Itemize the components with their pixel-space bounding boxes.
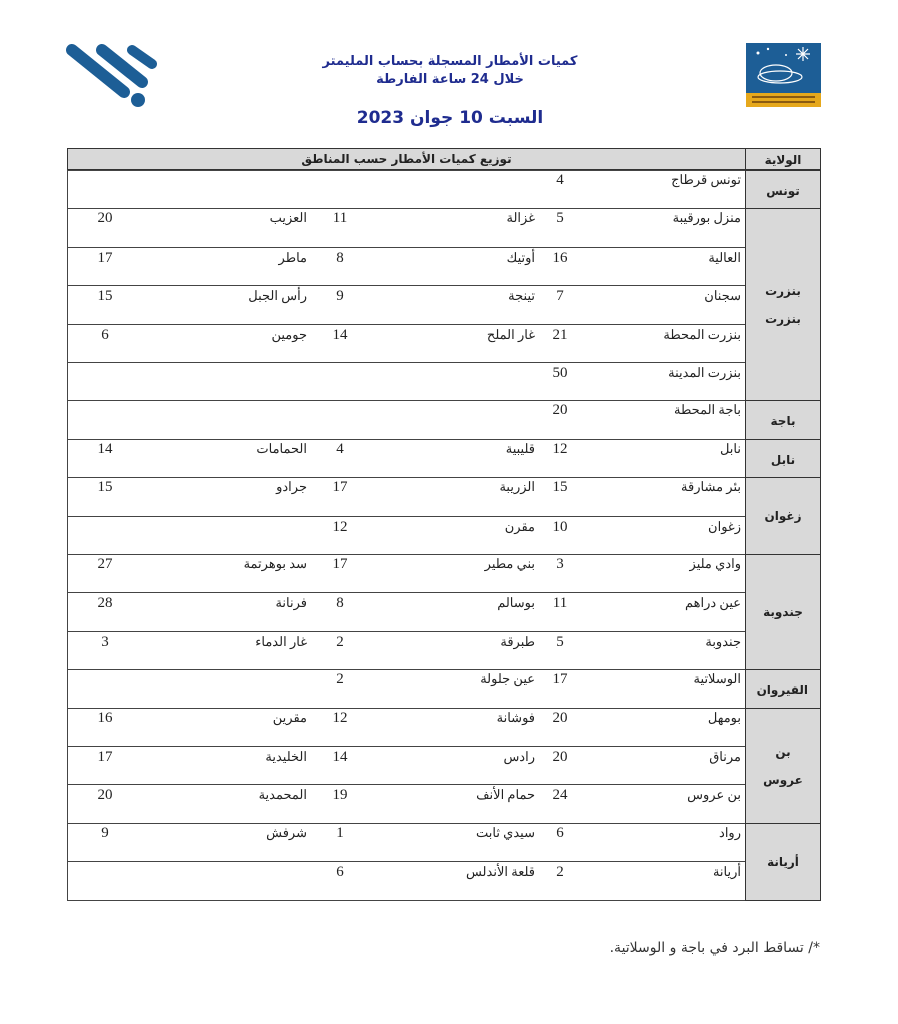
governorate-cell bbox=[745, 439, 821, 478]
rainfall-value: 20 bbox=[552, 402, 568, 419]
table-row bbox=[67, 477, 745, 515]
station-name: جومين bbox=[271, 326, 307, 342]
station-name: المحمدية bbox=[258, 787, 307, 803]
footnote: */ تساقط البرد في باجة و الوسلاتية. bbox=[609, 940, 820, 956]
rainfall-value: 6 bbox=[556, 824, 564, 841]
station-name: الوسلاتية bbox=[693, 671, 741, 687]
governorate-cell bbox=[745, 170, 821, 209]
governorate-name: بنزرت بنزرت bbox=[765, 283, 801, 326]
rainfall-value: 14 bbox=[332, 749, 348, 765]
report-title: كميات الأمطار المسجلة بحساب المليمتر bbox=[322, 54, 578, 69]
station-name: باجة المحطة bbox=[674, 402, 741, 418]
station-name: بني مطير bbox=[484, 556, 535, 571]
table-row bbox=[67, 631, 745, 670]
rainfall-value: 1 bbox=[336, 824, 344, 841]
station-name: غزالة bbox=[506, 210, 535, 226]
governorate-name: زغوان bbox=[764, 509, 802, 524]
rainfall-value: 14 bbox=[332, 326, 348, 343]
station-name: بنزرت المحطة bbox=[663, 326, 741, 342]
rainfall-value: 3 bbox=[556, 556, 564, 572]
station-name: بئر مشارقة bbox=[681, 479, 741, 495]
station-name: جرادو bbox=[276, 479, 307, 495]
governorate-name: القيروان bbox=[756, 683, 808, 698]
rainfall-value: 27 bbox=[97, 556, 113, 572]
station-name: رواد bbox=[719, 824, 741, 840]
station-name: شرفش bbox=[266, 824, 307, 840]
station-name: طبرقة bbox=[500, 633, 535, 649]
station-name: بنزرت المدينة bbox=[668, 365, 741, 380]
report-subtitle: خلال 24 ساعة الفارطة bbox=[376, 72, 524, 87]
governorate-cell bbox=[745, 669, 821, 708]
station-name: مقرين bbox=[272, 709, 307, 725]
rainfall-value: 5 bbox=[556, 210, 564, 227]
station-name: وادي مليز bbox=[689, 556, 741, 571]
station-name: أوتيك bbox=[506, 249, 535, 265]
stripes-logo-icon bbox=[66, 42, 162, 108]
station-name: الزريبة bbox=[499, 479, 535, 495]
governorate-cell bbox=[745, 554, 821, 670]
station-name: غار الملح bbox=[486, 326, 535, 342]
rainfall-value: 9 bbox=[101, 824, 109, 841]
governorate-name: بن عروس bbox=[763, 744, 803, 787]
rainfall-value: 5 bbox=[556, 633, 564, 650]
governorate-cell bbox=[745, 708, 821, 824]
rainfall-value: 17 bbox=[332, 479, 348, 496]
station-name: جندوبة bbox=[705, 633, 741, 649]
station-name: رأس الجبل bbox=[248, 288, 307, 304]
table-row bbox=[67, 516, 745, 555]
rainfall-value: 11 bbox=[552, 595, 568, 612]
table-row bbox=[67, 285, 745, 324]
table-row bbox=[67, 861, 745, 900]
station-name: عين جلولة bbox=[480, 671, 535, 687]
rainfall-value: 21 bbox=[552, 326, 568, 343]
governorate-name: تونس bbox=[766, 184, 800, 198]
table-row bbox=[67, 208, 745, 246]
station-name: زغوان bbox=[708, 518, 741, 534]
governorate-name: نابل bbox=[770, 452, 796, 467]
station-name: بومهل bbox=[707, 709, 741, 725]
rainfall-value: 50 bbox=[552, 365, 568, 381]
station-name: عين دراهم bbox=[684, 595, 741, 611]
governorate-name: باجة bbox=[770, 414, 796, 429]
station-name: نابل bbox=[719, 440, 741, 456]
rainfall-value: 15 bbox=[97, 479, 113, 496]
station-name: رادس bbox=[503, 749, 535, 764]
station-name: الخليدية bbox=[265, 749, 307, 764]
station-name: بوسالم bbox=[497, 595, 535, 611]
rainfall-value: 10 bbox=[552, 518, 568, 535]
rainfall-value: 9 bbox=[336, 288, 344, 305]
table-row bbox=[67, 554, 745, 592]
rainfall-value: 8 bbox=[336, 595, 344, 612]
table-row bbox=[67, 324, 745, 363]
station-name: تينجة bbox=[508, 288, 535, 304]
rainfall-value: 17 bbox=[97, 749, 113, 765]
rainfall-value: 17 bbox=[332, 556, 348, 572]
table-row bbox=[67, 170, 745, 208]
rainfall-value: 28 bbox=[97, 595, 113, 612]
governorate-cell bbox=[745, 823, 821, 901]
rainfall-value: 6 bbox=[101, 326, 109, 343]
station-name: تونس قرطاج bbox=[671, 172, 741, 187]
table-row bbox=[67, 439, 745, 477]
table-row bbox=[67, 362, 745, 401]
station-name: أريانة bbox=[712, 864, 741, 880]
table-row bbox=[67, 746, 745, 785]
rainfall-value: 11 bbox=[332, 210, 348, 227]
station-name: حمام الأنف bbox=[476, 787, 535, 803]
rainfall-table bbox=[67, 148, 821, 904]
rainfall-value: 19 bbox=[332, 787, 348, 804]
rainfall-value: 20 bbox=[97, 210, 113, 227]
governorate-cell bbox=[745, 477, 821, 555]
station-name: سد بوهرتمة bbox=[243, 556, 307, 571]
rainfall-value: 16 bbox=[97, 709, 113, 726]
column-header-governorate: الولاية bbox=[745, 148, 821, 170]
table-row bbox=[67, 823, 745, 861]
station-name: مقرن bbox=[504, 518, 535, 534]
rainfall-value: 12 bbox=[552, 440, 568, 457]
weather-institute-logo-icon bbox=[746, 43, 821, 107]
table-row bbox=[67, 784, 745, 823]
rainfall-value: 20 bbox=[97, 787, 113, 804]
rainfall-value: 4 bbox=[556, 172, 564, 188]
station-name: بن عروس bbox=[687, 787, 741, 803]
table-row bbox=[67, 592, 745, 631]
station-name: مرناق bbox=[709, 749, 741, 764]
table-row bbox=[67, 669, 745, 707]
rainfall-value: 20 bbox=[552, 749, 568, 765]
station-name: قليبية bbox=[505, 440, 535, 456]
rainfall-value: 7 bbox=[556, 288, 564, 305]
report-date: السبت 10 جوان 2023 bbox=[356, 108, 544, 128]
table-row bbox=[67, 708, 745, 746]
rainfall-value: 24 bbox=[552, 787, 568, 804]
rainfall-value: 16 bbox=[552, 249, 568, 266]
rainfall-value: 17 bbox=[552, 671, 568, 688]
station-name: الحمامات bbox=[256, 440, 307, 456]
rainfall-value: 14 bbox=[97, 440, 113, 457]
rainfall-value: 2 bbox=[336, 671, 344, 688]
station-name: سيدي ثابت bbox=[475, 824, 535, 840]
rainfall-value: 12 bbox=[332, 709, 348, 726]
rainfall-value: 2 bbox=[556, 864, 564, 881]
station-name: فوشانة bbox=[496, 709, 535, 725]
column-header-distribution: توزيع كميات الأمطار حسب المناطق bbox=[67, 148, 746, 170]
station-name: منزل بورقيبة bbox=[672, 210, 741, 226]
rainfall-value: 15 bbox=[97, 288, 113, 305]
rainfall-value: 2 bbox=[336, 633, 344, 650]
station-name: العالية bbox=[708, 249, 741, 265]
table-row bbox=[67, 400, 745, 438]
rainfall-value: 8 bbox=[336, 249, 344, 266]
governorate-name: جندوبة bbox=[763, 605, 803, 620]
rainfall-value: 20 bbox=[552, 709, 568, 726]
station-name: سجنان bbox=[704, 288, 741, 304]
rainfall-value: 6 bbox=[336, 864, 344, 881]
rainfall-value: 17 bbox=[97, 249, 113, 266]
governorate-name: أريانة bbox=[767, 854, 799, 869]
inm-logo bbox=[746, 43, 821, 107]
rainfall-value: 3 bbox=[101, 633, 109, 650]
station-name: العزيب bbox=[269, 210, 307, 226]
rainfall-value: 4 bbox=[336, 440, 344, 457]
rainfall-value: 12 bbox=[332, 518, 348, 535]
station-name: غار الدماء bbox=[255, 633, 307, 649]
ministry-logo bbox=[66, 42, 162, 108]
station-name: فرنانة bbox=[275, 595, 307, 611]
governorate-cell bbox=[745, 208, 821, 401]
governorate-cell bbox=[745, 400, 821, 439]
station-name: ماطر bbox=[278, 249, 307, 265]
rainfall-value: 15 bbox=[552, 479, 568, 496]
table-row bbox=[67, 247, 745, 286]
station-name: قلعة الأندلس bbox=[465, 864, 535, 880]
